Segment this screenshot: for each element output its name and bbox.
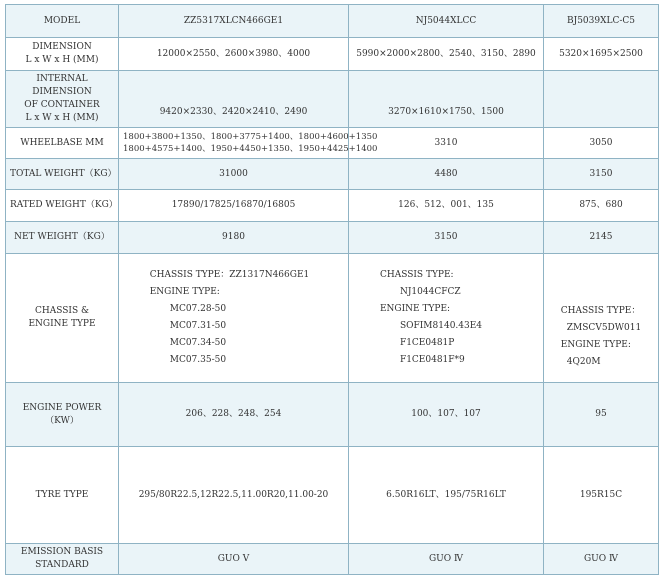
specification-table <box>5 4 659 575</box>
wheelbase-row <box>6 128 659 159</box>
tyre-type-value-3: 195R15C <box>544 447 659 544</box>
internal-dimension-value-1: 9420×2330、2420×2410、2490 <box>119 71 349 128</box>
net-weight-value-1: 9180 <box>119 222 349 254</box>
dimension-label: DIMENSION L x W x H (MM) <box>6 38 119 71</box>
model-row <box>6 5 659 38</box>
model-label: MODEL <box>6 5 119 38</box>
chassis-engine-row <box>6 254 659 383</box>
net-weight-row <box>6 222 659 254</box>
total-weight-label: TOTAL WEIGHT（KG） <box>6 159 119 190</box>
emission-label: EMISSION BASIS STANDARD <box>6 544 119 575</box>
rated-weight-value-1: 17890/17825/16870/16805 <box>119 190 349 222</box>
net-weight-label: NET WEIGHT（KG） <box>6 222 119 254</box>
wheelbase-value-2: 3310 <box>349 128 544 159</box>
rated-weight-label: RATED WEIGHT（KG） <box>6 190 119 222</box>
chassis-engine-value-3: CHASSIS TYPE： ZMSCV5DW011 ENGINE TYPE: 4Q20M <box>544 254 659 383</box>
wheelbase-value-1: 1800+3800+1350、1800+3775+1400、1800+4600+1350 1800+4575+1400、1950+4450+1350、1950+4425+1400 <box>119 128 349 159</box>
emission-value-2: GUO Ⅳ <box>349 544 544 575</box>
dimension-row <box>6 38 659 71</box>
total-weight-value-3: 3150 <box>544 159 659 190</box>
model-1: ZZ5317XLCN466GE1 <box>119 5 349 38</box>
tyre-type-label: TYRE TYPE <box>6 447 119 544</box>
dimension-value-3: 5320×1695×2500 <box>544 38 659 71</box>
emission-value-3: GUO Ⅳ <box>544 544 659 575</box>
engine-power-label: ENGINE POWER（KW） <box>6 383 119 447</box>
chassis-engine-value-1: CHASSIS TYPE：ZZ1317N466GE1 ENGINE TYPE: MC07.28-50 MC07.31-50 MC07.34-50 MC07.35-50 <box>119 254 349 383</box>
tyre-type-value-2: 6.50R16LT、195/75R16LT <box>349 447 544 544</box>
wheelbase-label: WHEELBASE MM <box>6 128 119 159</box>
rated-weight-row <box>6 190 659 222</box>
rated-weight-value-2: 126、512、001、135 <box>349 190 544 222</box>
chassis-engine-label: CHASSIS & ENGINE TYPE <box>6 254 119 383</box>
internal-dimension-label: INTERNAL DIMENSION OF CONTAINER L x W x H (MM) <box>6 71 119 128</box>
wheelbase-value-3: 3050 <box>544 128 659 159</box>
engine-power-row <box>6 383 659 447</box>
engine-power-value-2: 100、107、107 <box>349 383 544 447</box>
model-3: BJ5039XLC-C5 <box>544 5 659 38</box>
net-weight-value-3: 2145 <box>544 222 659 254</box>
chassis-engine-value-2: CHASSIS TYPE: NJ1044CFCZ ENGINE TYPE: SOFIM8140.43E4 F1CE0481P F1CE0481F*9 <box>349 254 544 383</box>
total-weight-value-1: 31000 <box>119 159 349 190</box>
net-weight-value-2: 3150 <box>349 222 544 254</box>
rated-weight-value-3: 875、680 <box>544 190 659 222</box>
dimension-value-1: 12000×2550、2600×3980、4000 <box>119 38 349 71</box>
total-weight-row <box>6 159 659 190</box>
internal-dimension-value-3 <box>544 71 659 128</box>
total-weight-value-2: 4480 <box>349 159 544 190</box>
engine-power-value-3: 95 <box>544 383 659 447</box>
model-2: NJ5044XLCC <box>349 5 544 38</box>
engine-power-value-1: 206、228、248、254 <box>119 383 349 447</box>
emission-value-1: GUO Ⅴ <box>119 544 349 575</box>
internal-dimension-row <box>6 71 659 128</box>
tyre-type-row <box>6 447 659 544</box>
emission-row <box>6 544 659 575</box>
internal-dimension-value-2: 3270×1610×1750、1500 <box>349 71 544 128</box>
tyre-type-value-1: 295/80R22.5,12R22.5,11.00R20,11.00-20 <box>119 447 349 544</box>
dimension-value-2: 5990×2000×2800、2540、3150、2890 <box>349 38 544 71</box>
